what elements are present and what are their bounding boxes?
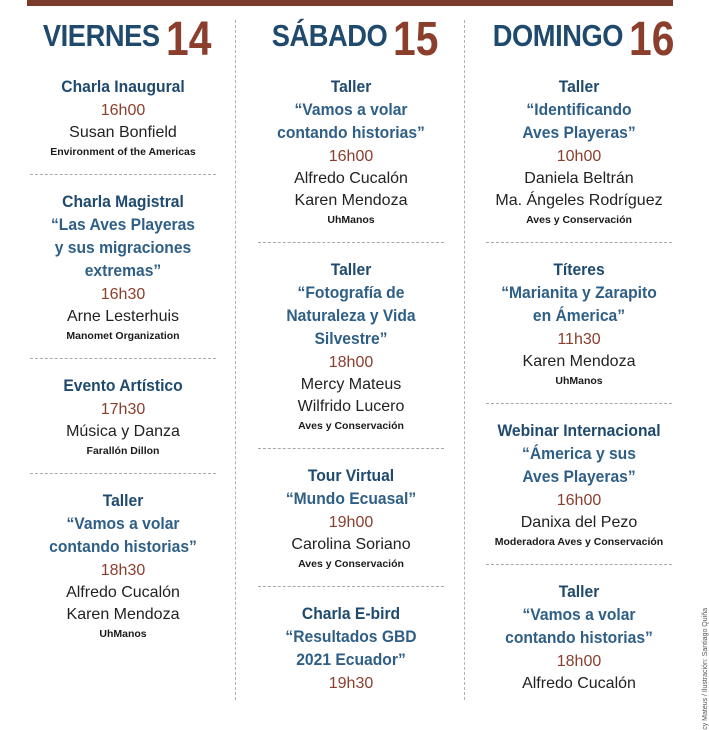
event-speaker: Música y Danza	[66, 423, 180, 440]
event-block	[240, 465, 462, 572]
event-time: 19h30	[328, 675, 374, 692]
day-name: DOMINGO	[493, 18, 624, 53]
event-time: 16h00	[100, 102, 146, 119]
event-separator	[486, 564, 672, 565]
day-column	[240, 10, 462, 700]
event-separator	[486, 242, 672, 243]
event-block	[240, 259, 462, 434]
event-block	[468, 259, 690, 389]
event-speaker: Arne Lesterhuis	[66, 308, 180, 325]
event-block	[12, 191, 234, 344]
event-type: Títeres	[553, 260, 605, 279]
day-name: SÁBADO	[271, 18, 387, 53]
event-organization: Manomet Organization	[66, 330, 180, 342]
column-divider	[464, 20, 465, 700]
event-time: 19h00	[328, 514, 374, 531]
event-separator	[30, 174, 216, 175]
event-time: 16h30	[100, 286, 146, 303]
event-type: Webinar Internacional	[497, 421, 661, 440]
day-header	[468, 10, 690, 68]
event-time: 16h00	[328, 148, 374, 165]
event-block	[240, 76, 462, 228]
event-speaker: Ma. Ángeles Rodríguez	[495, 192, 663, 209]
event-title: “Fotografía de Naturaleza y Vida Silvestre”	[286, 283, 416, 348]
event-type: Evento Artístico	[63, 376, 183, 395]
event-type: Taller	[558, 582, 600, 601]
event-speaker: Alfredo Cucalón	[66, 584, 180, 601]
event-speaker: Karen Mendoza	[522, 353, 636, 370]
day-column	[12, 10, 234, 700]
column-divider	[235, 20, 236, 700]
event-type: Taller	[330, 260, 372, 279]
top-bar	[27, 0, 673, 6]
event-organization: Farallón Dillon	[86, 445, 160, 457]
event-speaker: Daniela Beltrán	[524, 170, 634, 187]
event-separator	[258, 242, 444, 243]
event-type: Charla Magistral	[62, 192, 184, 211]
event-time: 10h00	[556, 148, 602, 165]
day-name: VIERNES	[42, 18, 160, 53]
event-speaker: Susan Bonfield	[69, 124, 177, 141]
event-title: “Marianita y Zarapito en Ámerica”	[501, 283, 657, 325]
event-block	[468, 76, 690, 228]
event-speaker: Alfredo Cucalón	[522, 675, 636, 692]
event-separator	[30, 358, 216, 359]
event-time: 18h00	[328, 354, 374, 371]
event-speaker: Karen Mendoza	[294, 192, 408, 209]
event-organization: UhManos	[555, 375, 603, 387]
event-organization: Aves y Conservación	[298, 558, 404, 570]
event-block	[468, 581, 690, 695]
event-speaker: Carolina Soriano	[291, 536, 411, 553]
event-time: 18h30	[100, 562, 146, 579]
photo-credit: cy Mateus / Ilustración: Santiago Quiña	[702, 608, 709, 730]
event-type: Taller	[102, 491, 144, 510]
event-block	[240, 603, 462, 695]
event-title: “Las Aves Playeras y sus migraciones extremas”	[50, 215, 196, 280]
event-separator	[486, 403, 672, 404]
event-time: 16h00	[556, 492, 602, 509]
event-speaker: Alfredo Cucalón	[294, 170, 408, 187]
event-title: “Mundo Ecuasal”	[285, 489, 417, 508]
event-time: 11h30	[557, 331, 601, 348]
event-type: Tour Virtual	[307, 466, 395, 485]
day-header	[12, 10, 234, 68]
event-time: 17h30	[100, 401, 146, 418]
day-header	[240, 10, 462, 68]
event-speaker: Karen Mendoza	[66, 606, 180, 623]
event-organization: UhManos	[99, 628, 147, 640]
event-organization: Moderadora Aves y Conservación	[494, 536, 664, 548]
event-speaker: Wilfrido Lucero	[297, 398, 405, 415]
day-number: 16	[629, 13, 675, 66]
event-title: “Vamos a volar contando historias”	[277, 100, 425, 142]
event-organization: Aves y Conservación	[526, 214, 632, 226]
event-block	[468, 420, 690, 550]
event-organization: UhManos	[327, 214, 375, 226]
event-separator	[258, 586, 444, 587]
event-type: Taller	[330, 77, 372, 96]
event-organization: Environment of the Americas	[50, 146, 196, 158]
event-type: Charla E-bird	[301, 604, 401, 623]
day-number: 15	[392, 13, 439, 66]
event-title: “Resultados GBD 2021 Ecuador”	[285, 627, 417, 669]
day-column	[468, 10, 690, 700]
event-organization: Aves y Conservación	[298, 420, 404, 432]
event-block	[12, 490, 234, 642]
event-type: Taller	[558, 77, 600, 96]
event-title: “Vamos a volar contando historias”	[505, 605, 653, 647]
event-speaker: Danixa del Pezo	[520, 514, 638, 531]
event-title: “Ámerica y sus Aves Playeras”	[522, 444, 636, 486]
day-number: 14	[165, 13, 211, 66]
event-type: Charla Inaugural	[61, 77, 185, 96]
event-title: “Identificando Aves Playeras”	[522, 100, 636, 142]
event-time: 18h00	[556, 653, 602, 670]
event-separator	[30, 473, 216, 474]
event-speaker: Mercy Mateus	[300, 376, 402, 393]
event-title: “Vamos a volar contando historias”	[49, 514, 197, 556]
event-block	[12, 375, 234, 459]
event-block	[12, 76, 234, 160]
event-separator	[258, 448, 444, 449]
